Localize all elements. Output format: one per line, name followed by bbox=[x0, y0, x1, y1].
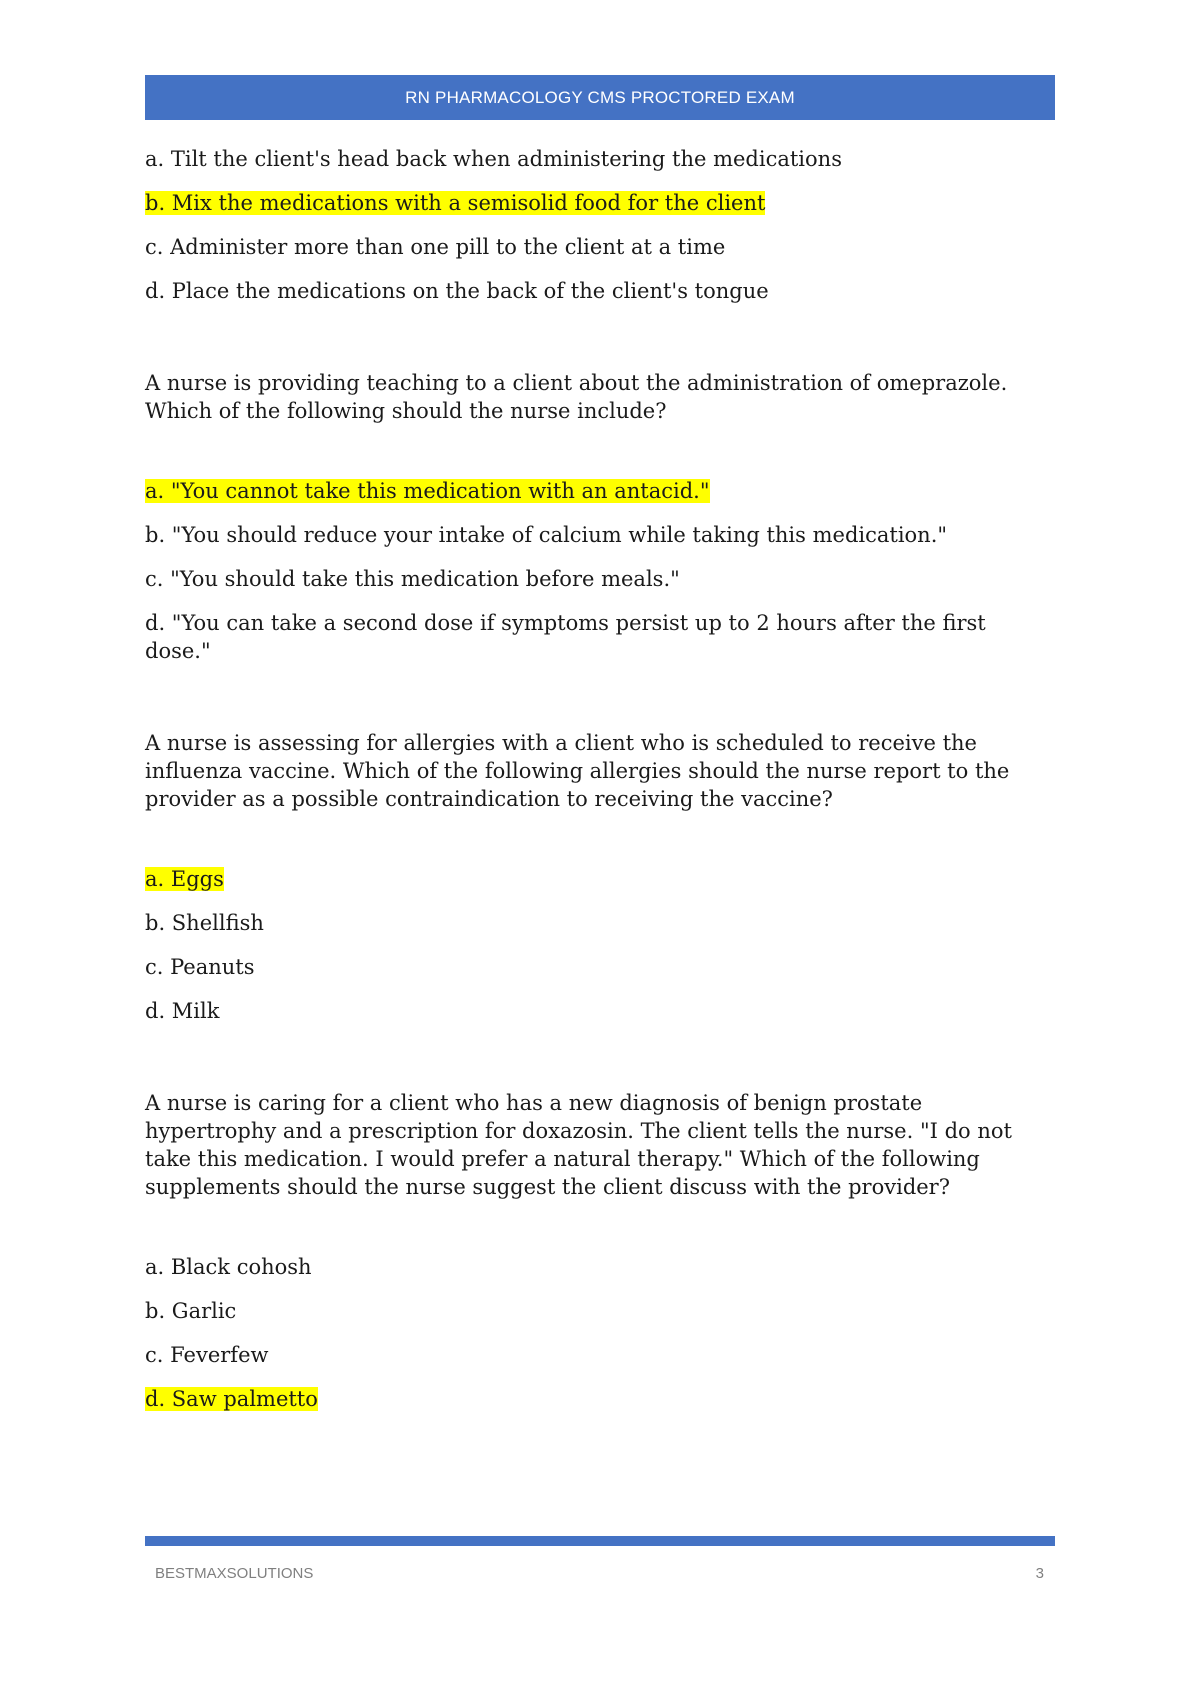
option-d: d. "You can take a second dose if symptoms persist up to 2 hours after the first dose." bbox=[145, 611, 986, 663]
highlighted-answer: a. "You cannot take this medication with an antacid." bbox=[145, 479, 710, 503]
option-b: b. Shellfish bbox=[145, 911, 264, 935]
header-title: RN PHARMACOLOGY CMS PROCTORED EXAM bbox=[405, 87, 795, 107]
question-text: A nurse is providing teaching to a client about the administration of omeprazole. Which of the following should the nurse include? bbox=[145, 371, 1008, 423]
option-d: d. Milk bbox=[145, 999, 220, 1023]
option-c: c. Peanuts bbox=[145, 955, 255, 979]
option-d: d. Place the medications on the back of the client's tongue bbox=[145, 279, 769, 303]
option-c: c. Feverfew bbox=[145, 1343, 269, 1367]
option-list bbox=[145, 1253, 1045, 1413]
footer-publisher: BESTMAXSOLUTIONS bbox=[155, 1565, 314, 1582]
option-a: a. Black cohosh bbox=[145, 1255, 312, 1279]
option-list bbox=[145, 477, 1045, 665]
option-b bbox=[145, 189, 1045, 217]
highlighted-answer: a. Eggs bbox=[145, 867, 224, 891]
question-text: A nurse is caring for a client who has a new diagnosis of benign prostate hypertrophy and a prescription for doxazosin. The client tells the nurse. "I do not take this medication. I would prefer a natural therapy." Which of the following supplements should the nurse suggest the client discuss with the provider? bbox=[145, 1091, 1012, 1199]
option-c: c. Administer more than one pill to the client at a time bbox=[145, 235, 726, 259]
option-a bbox=[145, 477, 1045, 505]
page-header bbox=[145, 75, 1055, 120]
option-a: a. Tilt the client's head back when administering the medications bbox=[145, 147, 842, 171]
question-text: A nurse is assessing for allergies with a client who is scheduled to receive the influenza vaccine. Which of the following allergies should the nurse report to the provider as a possible contraindication to receiving the vaccine? bbox=[145, 731, 1010, 811]
option-list bbox=[145, 865, 1045, 1025]
option-c: c. "You should take this medication before meals." bbox=[145, 567, 680, 591]
highlighted-answer: b. Mix the medications with a semisolid food for the client bbox=[145, 191, 766, 215]
option-a bbox=[145, 865, 1045, 893]
highlighted-answer: d. Saw palmetto bbox=[145, 1387, 318, 1411]
option-b: b. Garlic bbox=[145, 1299, 237, 1323]
footer-divider bbox=[145, 1536, 1055, 1546]
option-b: b. "You should reduce your intake of calcium while taking this medication." bbox=[145, 523, 948, 547]
option-list bbox=[145, 145, 1045, 305]
option-d bbox=[145, 1385, 1045, 1413]
page-number: 3 bbox=[1035, 1565, 1044, 1582]
document-body bbox=[145, 145, 1045, 1429]
